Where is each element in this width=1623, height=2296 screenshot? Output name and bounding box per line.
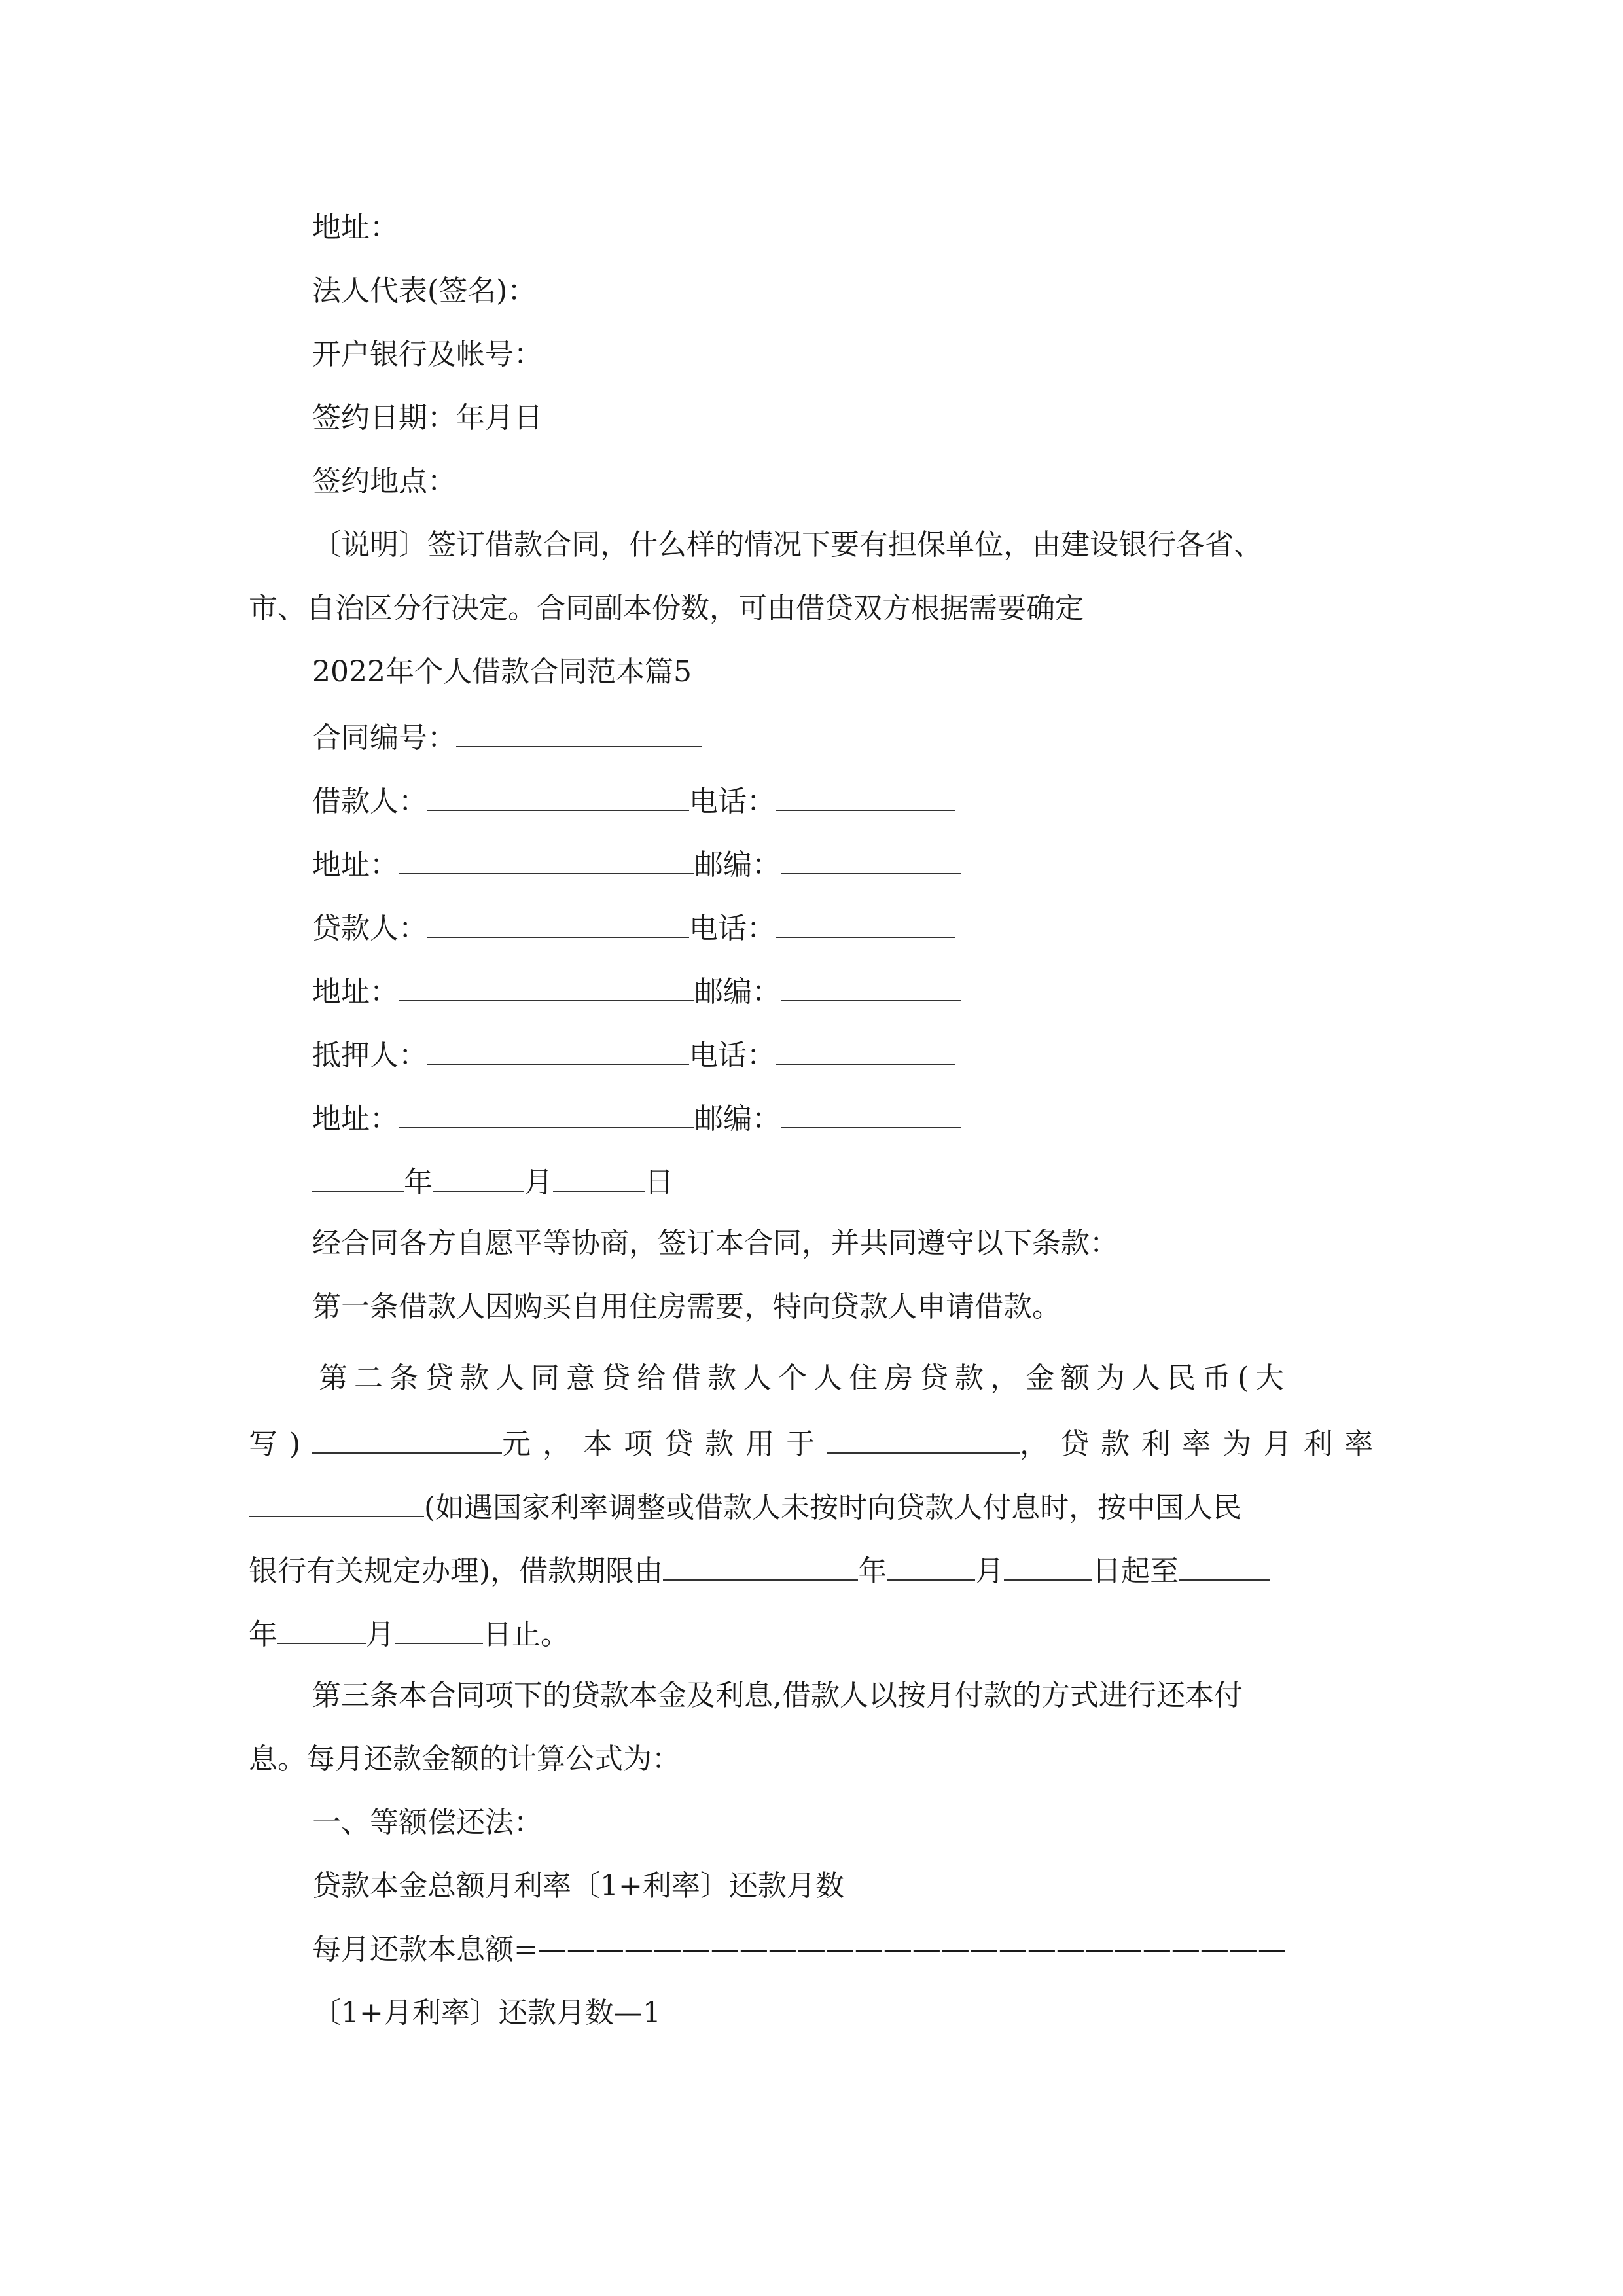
lender-label: 贷款人：	[312, 912, 427, 945]
date-day-label: 日	[645, 1166, 673, 1199]
mortgagor-address-line	[312, 1097, 961, 1139]
amount-blank	[312, 1422, 502, 1454]
rate-blank	[249, 1486, 424, 1517]
article-2-line-2	[249, 1422, 1385, 1464]
date-month-label: 月	[524, 1166, 553, 1199]
article-3-line-1: 第三条本合同项下的贷款本金及利息,借款人以按月付款的方式进行还本付	[312, 1679, 1243, 1712]
mortgagor-address-label: 地址：	[312, 1102, 399, 1136]
address-line-1: 地址：	[312, 211, 399, 244]
art2-term-label: 银行有关规定办理)，借款期限由	[249, 1554, 664, 1588]
article-2-line-5	[249, 1613, 569, 1655]
note-line-1: 〔说明〕签订借款合同，什么样的情况下要有担保单位，由建设银行各省、	[312, 528, 1262, 562]
contract-number-blank	[456, 716, 702, 747]
lender-address-blank	[399, 970, 694, 1001]
method-1-heading: 一、等额偿还法：	[312, 1806, 543, 1839]
art2-purpose-label: 元，本项贷款用于	[502, 1427, 827, 1461]
borrower-address-line	[312, 843, 961, 885]
art2-rate-note: (如遇国家利率调整或借款人未按时向贷款人付息时，按中国人民	[424, 1491, 1242, 1524]
contract-number-line	[312, 716, 702, 758]
mortgagor-blank	[427, 1033, 689, 1065]
date-month-blank	[433, 1160, 524, 1192]
art2-write-label: 写)	[249, 1427, 313, 1461]
lender-address-label: 地址：	[312, 975, 399, 1009]
lender-address-line	[312, 970, 961, 1012]
lender-line	[312, 906, 955, 948]
article-1: 第一条借款人因购买自用住房需要，特向贷款人申请借款。	[312, 1290, 1061, 1323]
mortgagor-postcode-label: 邮编：	[694, 1102, 781, 1136]
lender-blank	[427, 906, 689, 938]
mortgagor-label: 抵押人：	[312, 1039, 427, 1072]
purpose-blank	[827, 1422, 1020, 1454]
note-line-2: 市、自治区分行决定。合同副本份数，可由借贷双方根据需要确定	[249, 592, 1084, 625]
term-end-year-blank	[1179, 1549, 1270, 1581]
borrower-postcode-blank	[781, 843, 961, 874]
borrower-label: 借款人：	[312, 785, 427, 818]
date-year-label: 年	[404, 1166, 433, 1199]
borrower-blank	[427, 780, 689, 811]
section-title: 2022年个人借款合同范本篇5	[312, 655, 692, 689]
term-start-year-blank	[663, 1549, 858, 1581]
formula-denominator: 〔1+月利率〕还款月数—1	[312, 1996, 661, 2030]
lender-tel-blank	[776, 906, 955, 938]
signing-date-line: 签约日期：年月日	[312, 401, 543, 435]
article-2-line-1: 第二条贷款人同意贷给借款人个人住房贷款，金额为人民币(大	[319, 1361, 1291, 1395]
borrower-address-label: 地址：	[312, 848, 399, 882]
term-end-year-label: 年	[249, 1618, 277, 1651]
mortgagor-address-blank	[399, 1097, 694, 1128]
lender-postcode-label: 邮编：	[694, 975, 781, 1009]
formula-numerator: 贷款本金总额月利率〔1+利率〕还款月数	[312, 1869, 844, 1903]
borrower-postcode-label: 邮编：	[694, 848, 781, 882]
term-start-month-label: 月	[975, 1554, 1005, 1588]
mortgagor-postcode-blank	[781, 1097, 961, 1128]
term-start-from-label: 日起至	[1092, 1554, 1179, 1588]
legal-representative-line: 法人代表(签名)：	[312, 274, 537, 308]
art2-rate-label: ，贷款利率为月利率	[1020, 1427, 1385, 1461]
term-end-month-label: 月	[366, 1618, 395, 1651]
date-day-blank	[553, 1160, 645, 1192]
agreement-line: 经合同各方自愿平等协商，签订本合同，并共同遵守以下条款：	[312, 1227, 1118, 1260]
term-end-month-blank	[277, 1613, 366, 1644]
term-start-day-blank	[1004, 1549, 1092, 1581]
contract-number-label: 合同编号：	[312, 721, 456, 755]
article-3-line-2: 息。每月还款金额的计算公式为：	[249, 1742, 681, 1776]
borrower-address-blank	[399, 843, 694, 874]
date-year-blank	[312, 1160, 404, 1192]
article-2-line-3	[249, 1486, 1241, 1528]
term-start-month-blank	[887, 1549, 975, 1581]
formula-main: 每月还款本息额=——————————————————————————	[312, 1933, 1287, 1966]
borrower-line	[312, 780, 955, 821]
term-end-day-blank	[395, 1613, 483, 1644]
lender-postcode-blank	[781, 970, 961, 1001]
article-2-line-4	[249, 1549, 1270, 1591]
mortgagor-line	[312, 1033, 955, 1075]
mortgagor-tel-blank	[776, 1033, 955, 1065]
signing-place-line: 签约地点：	[312, 465, 456, 498]
borrower-tel-label: 电话：	[689, 785, 776, 818]
bank-account-line: 开户银行及帐号：	[312, 338, 543, 371]
date-line	[312, 1160, 673, 1202]
term-end-label: 日止。	[483, 1618, 569, 1651]
borrower-tel-blank	[776, 780, 955, 811]
mortgagor-tel-label: 电话：	[689, 1039, 776, 1072]
term-start-year-label: 年	[858, 1554, 887, 1588]
lender-tel-label: 电话：	[689, 912, 776, 945]
